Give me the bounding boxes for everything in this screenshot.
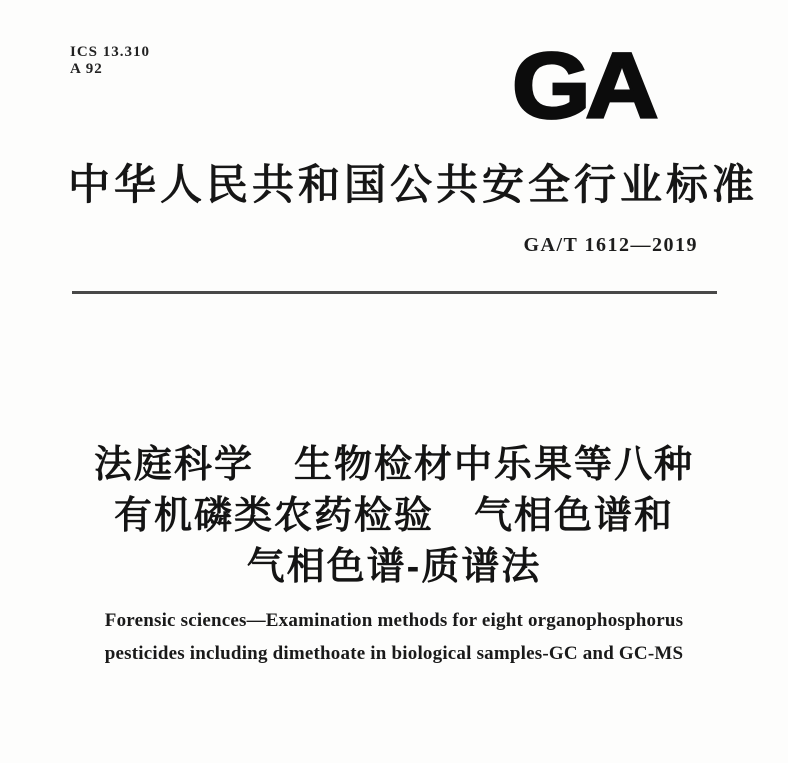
title-en-line-1: Forensic sciences—Examination methods for eight organophosphorus [104, 610, 684, 631]
document-title-chinese [0, 440, 788, 593]
title-cn-line-2: 有机磷类农药检验 气相色谱和 [113, 495, 674, 537]
title-cn-line-3: 气相色谱-质谱法 [246, 546, 542, 588]
standard-type-title: 中华人民共和国公共安全行业标准 [68, 161, 759, 208]
title-en-line-2: pesticides including dimethoate in biological samples-GC and GC-MS [104, 643, 684, 664]
ga-logo: GA [512, 34, 654, 138]
header-divider-line [72, 291, 717, 294]
classification-code: A 92 [70, 61, 103, 77]
standard-number: GA/T 1612—2019 [523, 234, 698, 256]
title-cn-line-1: 法庭科学 生物检材中乐果等八种 [93, 444, 694, 486]
document-title-english [0, 604, 788, 670]
ics-code: ICS 13.310 [70, 44, 151, 60]
ics-classification-block [70, 44, 150, 78]
